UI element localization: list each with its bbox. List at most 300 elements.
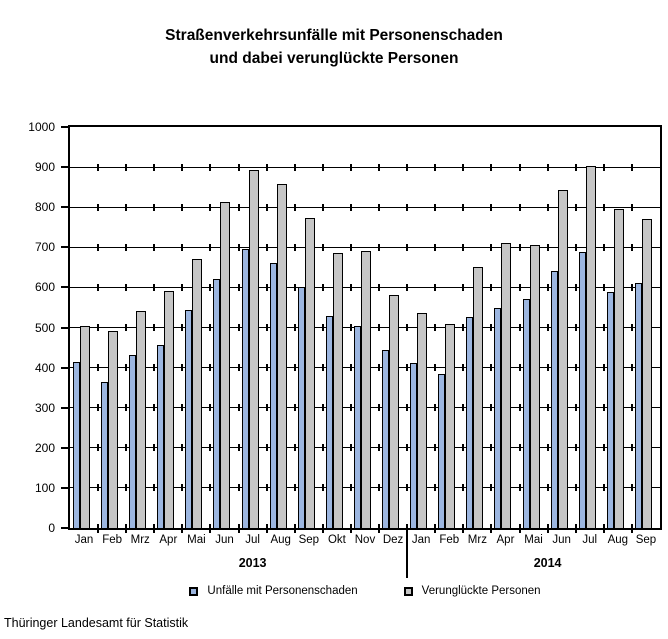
bar-injured-5	[220, 202, 230, 528]
boundary-tick	[603, 244, 605, 251]
year-divider-line	[406, 530, 408, 578]
boundary-tick	[181, 444, 183, 451]
x-tick-label-12: Jan	[411, 534, 431, 546]
bar-accidents-18	[579, 252, 586, 528]
bar-accidents-19	[607, 292, 614, 528]
legend-label-accidents: Unfälle mit Personenschaden	[207, 585, 358, 597]
boundary-tick-axis	[434, 524, 436, 533]
x-tick-label-8: Sep	[298, 534, 320, 546]
boundary-tick	[97, 244, 99, 251]
boundary-tick-axis	[462, 524, 464, 533]
bar-injured-11	[389, 295, 399, 528]
boundary-tick-axis	[378, 524, 380, 533]
boundary-tick-axis	[490, 524, 492, 533]
legend-item-injured	[404, 585, 541, 597]
boundary-tick	[406, 284, 408, 291]
boundary-tick	[378, 244, 380, 251]
legend-marker-injured-icon	[404, 587, 413, 596]
boundary-tick	[153, 324, 155, 331]
boundary-tick	[378, 284, 380, 291]
bar-injured-1	[108, 331, 118, 528]
boundary-tick-axis	[519, 524, 521, 533]
bar-injured-20	[642, 219, 652, 528]
boundary-tick	[181, 324, 183, 331]
boundary-tick	[378, 404, 380, 411]
boundary-tick	[125, 164, 127, 171]
y-axis	[0, 120, 68, 535]
x-tick-label-15: Apr	[496, 534, 515, 546]
boundary-tick	[350, 484, 352, 491]
boundary-tick	[462, 284, 464, 291]
boundary-tick	[575, 204, 577, 211]
boundary-tick	[462, 244, 464, 251]
boundary-tick	[125, 204, 127, 211]
x-tick-label-11: Dez	[382, 534, 404, 546]
boundary-tick	[322, 324, 324, 331]
boundary-tick	[434, 284, 436, 291]
boundary-tick	[490, 244, 492, 251]
bar-injured-15	[501, 243, 511, 528]
bar-injured-4	[192, 259, 202, 528]
boundary-tick	[294, 444, 296, 451]
bar-injured-14	[473, 267, 483, 528]
bar-injured-7	[277, 184, 287, 528]
boundary-tick	[97, 484, 99, 491]
boundary-tick	[350, 364, 352, 371]
boundary-tick	[350, 324, 352, 331]
plot-area	[68, 125, 662, 530]
boundary-tick	[547, 484, 549, 491]
x-tick-label-2: Mrz	[130, 534, 150, 546]
bar-injured-17	[558, 190, 568, 528]
boundary-tick	[181, 404, 183, 411]
boundary-tick	[631, 244, 633, 251]
chart-title	[0, 24, 668, 70]
boundary-tick	[209, 404, 211, 411]
boundary-tick	[519, 484, 521, 491]
y-tick-label-200: 200	[34, 440, 55, 455]
boundary-tick	[294, 284, 296, 291]
boundary-tick	[181, 204, 183, 211]
boundary-tick	[434, 364, 436, 371]
year-labels	[68, 556, 662, 572]
boundary-tick	[238, 324, 240, 331]
boundary-tick	[406, 444, 408, 451]
boundary-tick	[378, 324, 380, 331]
y-tick-mark	[61, 286, 68, 288]
legend	[68, 585, 662, 597]
boundary-tick	[547, 444, 549, 451]
x-tick-label-16: Mai	[524, 534, 543, 546]
bar-accidents-11	[382, 350, 389, 528]
boundary-tick	[125, 244, 127, 251]
boundary-tick	[350, 164, 352, 171]
boundary-tick	[603, 284, 605, 291]
boundary-tick	[575, 444, 577, 451]
x-tick-label-4: Mai	[187, 534, 206, 546]
boundary-tick	[547, 244, 549, 251]
boundary-tick	[266, 204, 268, 211]
boundary-tick	[575, 484, 577, 491]
bar-injured-10	[361, 251, 371, 528]
boundary-tick	[434, 444, 436, 451]
boundary-tick	[153, 484, 155, 491]
bar-injured-8	[305, 218, 315, 528]
boundary-tick	[631, 324, 633, 331]
boundary-tick-axis	[238, 524, 240, 533]
boundary-tick	[238, 204, 240, 211]
boundary-tick	[490, 284, 492, 291]
source-caption: Thüringer Landesamt für Statistik	[4, 616, 189, 630]
boundary-tick	[547, 364, 549, 371]
boundary-tick	[434, 324, 436, 331]
boundary-tick	[519, 244, 521, 251]
boundary-tick	[603, 164, 605, 171]
boundary-tick	[209, 204, 211, 211]
y-tick-mark	[61, 447, 68, 449]
boundary-tick	[181, 364, 183, 371]
chart-title-line1: Straßenverkehrsunfälle mit Personenschaden	[165, 27, 503, 44]
boundary-tick	[631, 484, 633, 491]
gridline-900	[70, 167, 660, 168]
boundary-tick	[575, 284, 577, 291]
boundary-tick	[490, 444, 492, 451]
bar-injured-16	[530, 245, 540, 528]
boundary-tick	[238, 444, 240, 451]
boundary-tick	[209, 324, 211, 331]
legend-label-injured: Verunglückte Personen	[421, 585, 541, 597]
bar-accidents-7	[270, 263, 277, 528]
y-tick-label-500: 500	[34, 320, 55, 335]
boundary-tick	[603, 324, 605, 331]
boundary-tick	[406, 484, 408, 491]
gridline-700	[70, 247, 660, 248]
boundary-tick	[406, 204, 408, 211]
boundary-tick-axis	[575, 524, 577, 533]
x-tick-label-19: Aug	[607, 534, 629, 546]
boundary-tick	[153, 404, 155, 411]
boundary-tick	[490, 364, 492, 371]
boundary-tick	[125, 324, 127, 331]
y-tick-label-300: 300	[34, 400, 55, 415]
boundary-tick	[238, 284, 240, 291]
boundary-tick	[490, 324, 492, 331]
boundary-tick	[294, 164, 296, 171]
boundary-tick	[350, 444, 352, 451]
y-tick-mark	[61, 527, 68, 529]
boundary-tick	[266, 324, 268, 331]
boundary-tick	[350, 404, 352, 411]
boundary-tick	[266, 284, 268, 291]
bar-accidents-13	[438, 374, 445, 528]
bar-injured-9	[333, 253, 343, 528]
x-tick-label-6: Jul	[245, 534, 260, 546]
boundary-tick	[631, 364, 633, 371]
boundary-tick	[294, 324, 296, 331]
boundary-tick	[519, 324, 521, 331]
boundary-tick	[181, 244, 183, 251]
x-tick-label-3: Apr	[159, 534, 178, 546]
y-tick-label-0: 0	[48, 521, 55, 535]
y-tick-mark	[61, 327, 68, 329]
boundary-tick	[266, 244, 268, 251]
bar-accidents-2	[129, 355, 136, 528]
boundary-tick	[209, 164, 211, 171]
boundary-tick	[434, 244, 436, 251]
legend-item-accidents	[189, 585, 357, 597]
boundary-tick	[547, 284, 549, 291]
bar-accidents-9	[326, 316, 333, 528]
bar-accidents-1	[101, 382, 108, 528]
boundary-tick	[519, 444, 521, 451]
boundary-tick	[238, 244, 240, 251]
boundary-tick	[434, 204, 436, 211]
boundary-tick	[294, 404, 296, 411]
boundary-tick	[490, 164, 492, 171]
boundary-tick	[97, 284, 99, 291]
gridline-800	[70, 207, 660, 208]
bar-injured-19	[614, 209, 624, 528]
boundary-tick	[125, 284, 127, 291]
boundary-tick	[322, 484, 324, 491]
boundary-tick	[434, 404, 436, 411]
boundary-tick-axis	[153, 524, 155, 533]
boundary-tick	[547, 164, 549, 171]
boundary-tick	[631, 404, 633, 411]
x-tick-label-5: Jun	[215, 534, 234, 546]
bar-accidents-15	[494, 308, 501, 528]
boundary-tick	[575, 364, 577, 371]
boundary-tick	[97, 204, 99, 211]
boundary-tick	[322, 164, 324, 171]
y-tick-mark	[61, 367, 68, 369]
boundary-tick-axis	[322, 524, 324, 533]
boundary-tick	[97, 324, 99, 331]
boundary-tick	[406, 244, 408, 251]
boundary-tick	[266, 484, 268, 491]
boundary-tick	[209, 364, 211, 371]
boundary-tick	[519, 404, 521, 411]
boundary-tick	[378, 204, 380, 211]
y-tick-mark	[61, 206, 68, 208]
boundary-tick	[238, 484, 240, 491]
boundary-tick	[153, 364, 155, 371]
boundary-tick-axis	[294, 524, 296, 533]
boundary-tick	[378, 364, 380, 371]
bar-injured-12	[417, 313, 427, 528]
bar-accidents-6	[242, 249, 249, 528]
boundary-tick	[97, 364, 99, 371]
y-tick-label-400: 400	[34, 360, 55, 375]
bar-accidents-5	[213, 279, 220, 528]
bar-injured-0	[80, 326, 90, 529]
boundary-tick	[575, 244, 577, 251]
boundary-tick	[322, 404, 324, 411]
boundary-tick	[209, 244, 211, 251]
boundary-tick	[547, 404, 549, 411]
boundary-tick	[378, 444, 380, 451]
boundary-tick	[603, 364, 605, 371]
chart-title-line2: und dabei verunglückte Personen	[209, 50, 459, 67]
boundary-tick	[575, 164, 577, 171]
boundary-tick	[125, 404, 127, 411]
bar-accidents-8	[298, 287, 305, 528]
boundary-tick-axis	[125, 524, 127, 533]
x-tick-label-9: Okt	[327, 534, 346, 546]
y-tick-mark	[61, 166, 68, 168]
boundary-tick	[603, 444, 605, 451]
boundary-tick	[153, 284, 155, 291]
boundary-tick	[125, 484, 127, 491]
boundary-tick	[322, 284, 324, 291]
boundary-tick	[603, 484, 605, 491]
boundary-tick	[238, 164, 240, 171]
legend-marker-accidents-icon	[189, 587, 198, 596]
boundary-tick	[125, 444, 127, 451]
boundary-tick	[519, 204, 521, 211]
year-label-2013: 2013	[238, 556, 267, 570]
boundary-tick	[97, 164, 99, 171]
boundary-tick	[266, 444, 268, 451]
boundary-tick	[462, 164, 464, 171]
boundary-tick	[238, 404, 240, 411]
boundary-tick	[209, 444, 211, 451]
boundary-tick	[350, 244, 352, 251]
y-tick-mark	[61, 246, 68, 248]
year-label-2014: 2014	[533, 556, 562, 570]
y-tick-mark	[61, 126, 68, 128]
bar-accidents-20	[635, 283, 642, 528]
y-tick-mark	[61, 487, 68, 489]
bar-accidents-12	[410, 363, 417, 528]
bar-accidents-14	[466, 317, 473, 528]
boundary-tick	[153, 204, 155, 211]
boundary-tick	[462, 324, 464, 331]
boundary-tick	[238, 364, 240, 371]
boundary-tick	[322, 204, 324, 211]
bar-injured-18	[586, 166, 596, 528]
boundary-tick	[294, 204, 296, 211]
bar-accidents-0	[73, 362, 80, 528]
boundary-tick	[181, 164, 183, 171]
boundary-tick	[294, 484, 296, 491]
boundary-tick	[603, 404, 605, 411]
x-tick-label-10: Nov	[354, 534, 376, 546]
bar-accidents-4	[185, 310, 192, 528]
y-tick-label-700: 700	[34, 240, 55, 255]
boundary-tick	[153, 444, 155, 451]
x-tick-label-18: Jul	[582, 534, 598, 546]
bar-accidents-17	[551, 271, 558, 528]
boundary-tick	[266, 404, 268, 411]
boundary-tick	[406, 364, 408, 371]
boundary-tick	[266, 364, 268, 371]
boundary-tick	[631, 204, 633, 211]
boundary-tick	[490, 204, 492, 211]
boundary-tick	[462, 364, 464, 371]
boundary-tick	[519, 164, 521, 171]
boundary-tick	[322, 244, 324, 251]
boundary-tick-axis	[266, 524, 268, 533]
boundary-tick-axis	[97, 524, 99, 533]
boundary-tick	[547, 204, 549, 211]
bar-accidents-3	[157, 345, 164, 528]
x-tick-label-14: Mrz	[467, 534, 487, 546]
x-tick-label-17: Jun	[552, 534, 571, 546]
boundary-tick	[547, 324, 549, 331]
boundary-tick	[378, 484, 380, 491]
boundary-tick-axis	[350, 524, 352, 533]
x-tick-label-1: Feb	[102, 534, 123, 546]
boundary-tick	[406, 164, 408, 171]
boundary-tick	[434, 164, 436, 171]
y-tick-label-600: 600	[34, 280, 55, 295]
boundary-tick	[462, 404, 464, 411]
boundary-tick	[181, 284, 183, 291]
boundary-tick	[462, 484, 464, 491]
boundary-tick	[209, 284, 211, 291]
bar-injured-6	[249, 170, 259, 528]
boundary-tick	[294, 364, 296, 371]
boundary-tick	[266, 164, 268, 171]
boundary-tick	[378, 164, 380, 171]
boundary-tick-axis	[181, 524, 183, 533]
boundary-tick	[294, 244, 296, 251]
boundary-tick	[519, 364, 521, 371]
boundary-tick	[490, 484, 492, 491]
boundary-tick-axis	[209, 524, 211, 533]
boundary-tick	[575, 324, 577, 331]
boundary-tick	[631, 164, 633, 171]
x-tick-label-13: Feb	[439, 534, 460, 546]
boundary-tick	[406, 324, 408, 331]
boundary-tick-axis	[631, 524, 633, 533]
boundary-tick	[153, 244, 155, 251]
y-tick-label-100: 100	[34, 480, 55, 495]
bar-injured-3	[164, 291, 174, 528]
boundary-tick	[603, 204, 605, 211]
boundary-tick	[322, 444, 324, 451]
boundary-tick	[322, 364, 324, 371]
boundary-tick	[125, 364, 127, 371]
boundary-tick	[462, 444, 464, 451]
boundary-tick	[209, 484, 211, 491]
x-tick-label-0: Jan	[74, 534, 94, 546]
boundary-tick	[462, 204, 464, 211]
boundary-tick	[350, 204, 352, 211]
boundary-tick	[631, 284, 633, 291]
boundary-tick	[575, 404, 577, 411]
x-tick-label-7: Aug	[270, 534, 291, 546]
x-tick-label-20: Sep	[635, 534, 657, 546]
boundary-tick	[153, 164, 155, 171]
bar-injured-13	[445, 324, 455, 528]
boundary-tick	[181, 484, 183, 491]
boundary-tick-axis	[547, 524, 549, 533]
boundary-tick	[406, 404, 408, 411]
boundary-tick	[350, 284, 352, 291]
boundary-tick	[519, 284, 521, 291]
y-tick-label-800: 800	[34, 200, 55, 215]
y-tick-mark	[61, 407, 68, 409]
boundary-tick-axis	[603, 524, 605, 533]
x-axis-labels	[68, 534, 662, 548]
bar-accidents-16	[523, 299, 530, 528]
y-tick-label-900: 900	[34, 160, 55, 175]
boundary-tick	[490, 404, 492, 411]
bar-injured-2	[136, 311, 146, 528]
boundary-tick	[97, 404, 99, 411]
